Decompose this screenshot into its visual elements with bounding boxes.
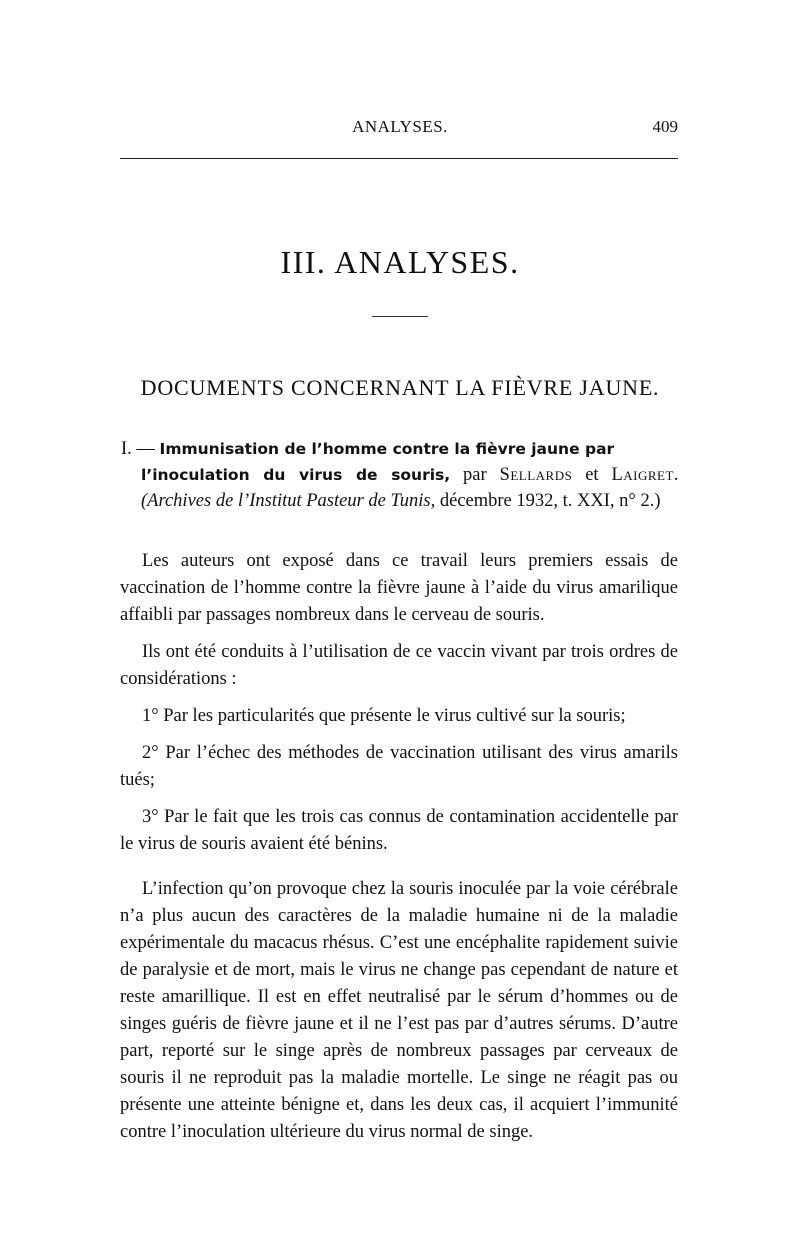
paragraph-infection: L’infection qu’on provoque chez la souris inoculée par la voie cérébrale n’a plus aucun des caractères de la maladie humaine ni de la maladie expérimentale du macacus rhésus. C’est une encéphalite rapidement suivie de paralysie et de mort, mais le virus ne change pas cependant de nature et reste amarillique. Il est en effet neutralisé par le sérum d’hommes ou de singes guéris de fièvre jaune et il ne l’est pas par d’autres sérums. D’autre part, reporté sur le singe après de nombreux passages par cerveaux de souris il ne reproduit pas la maladie mortelle. Le singe ne réagit pas ou présente une atteinte bénigne et, dans les deux cas, il acquiert l’immunité contre l’inoculation ultérieure du virus normal de singe. — [120, 879, 678, 1142]
article-title-line2: l’inoculation du virus de souris, — [141, 466, 451, 484]
document-title: DOCUMENTS CONCERNANT LA FIÈVRE JAUNE. — [140, 375, 660, 400]
header-rule — [120, 158, 678, 159]
article-title-line1: Immunisation de l’homme contre la fièvre jaune par — [159, 440, 615, 458]
section-divider — [372, 316, 428, 317]
article-ref-first-line — [121, 436, 679, 462]
article-author1: Sellards — [499, 465, 573, 485]
paragraph-considerations: Ils ont été conduits à l’utilisation de ce vaccin vivant par trois ordres de considérations : — [120, 642, 678, 689]
article-citation: décembre 1932, t. XXI, n° 2.) — [439, 491, 661, 511]
page-number: 409 — [652, 117, 678, 136]
list-item-3: 3° Par le fait que les trois cas connus de contamination accidentelle par le virus de souris avaient été bénins. — [120, 807, 678, 854]
section-title: III. ANALYSES. — [280, 244, 520, 280]
list-item-2: 2° Par l’échec des méthodes de vaccination utilisant des virus amarils tués; — [120, 743, 678, 790]
article-reference — [121, 436, 680, 514]
article-by: par — [463, 465, 487, 485]
article-author2: Laigret. — [611, 465, 680, 485]
article-and: et — [585, 465, 599, 485]
article-number: I. — — [121, 439, 155, 459]
running-head — [120, 117, 680, 141]
article-journal: (Archives de l’Institut Pasteur de Tunis, — [141, 491, 436, 511]
running-title: ANALYSES. — [352, 117, 448, 136]
paragraph-intro: Les auteurs ont exposé dans ce travail leurs premiers essais de vaccination de l’homme contre la fièvre jaune à l’aide du virus amarilique affaibli par passages nombreux dans le cerveau de souris. — [120, 551, 678, 625]
list-item-1: 1° Par les particularités que présente le virus cultivé sur la souris; — [142, 706, 626, 726]
body-text — [120, 548, 678, 1156]
